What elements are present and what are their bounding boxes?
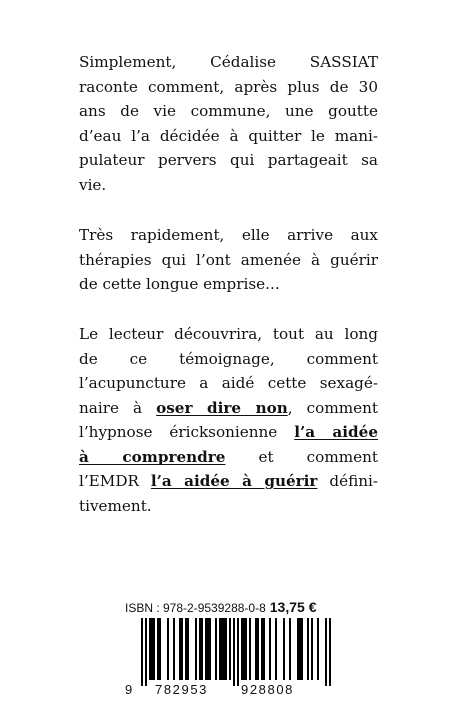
text-line: pulateur pervers qui partageait sa	[79, 151, 378, 169]
text-line	[79, 420, 378, 445]
barcode-bar	[317, 618, 319, 680]
barcode-bar	[275, 618, 277, 680]
text-line: vie.	[79, 175, 107, 194]
text-run: l’hypnose éricksonienne	[79, 423, 295, 441]
paragraph-reader	[79, 322, 378, 518]
barcode-bar	[181, 618, 183, 680]
barcode-bar	[159, 618, 161, 680]
text-line: thérapies qui l’ont amenée à guérir	[79, 250, 378, 269]
paragraph-intro	[79, 50, 378, 197]
barcode-bar	[145, 618, 147, 686]
text-line	[79, 396, 378, 421]
isbn-barcode	[121, 598, 339, 702]
barcode-bar	[215, 618, 217, 680]
text-line: d’eau l’a décidée à quitter le mani-	[79, 126, 378, 145]
barcode-bar	[249, 618, 251, 680]
barcode-bar	[221, 618, 223, 680]
text-run: l’EMDR	[79, 472, 151, 490]
barcode-bar	[245, 618, 247, 680]
barcode-bar	[201, 618, 203, 680]
barcode-bar	[241, 618, 243, 680]
text-run: défini-	[317, 472, 378, 490]
barcode-bar	[269, 618, 271, 680]
barcode-lead-digit: 9	[125, 682, 134, 697]
barcode-bar	[329, 618, 331, 686]
text-line: de cette longue emprise...	[79, 275, 280, 293]
barcode-bar	[243, 618, 245, 680]
text-line: l’acupuncture a aidé cette sexagé-	[79, 374, 378, 392]
emphasis-a-comprendre: à comprendre	[79, 447, 226, 466]
text-line: de ce témoignage, comment	[79, 349, 378, 368]
barcode-bar	[311, 618, 313, 680]
barcode-bar	[325, 618, 327, 686]
text-line	[79, 445, 378, 470]
text-line: raconte comment, après plus de 30	[79, 77, 378, 96]
barcode-bar	[195, 618, 197, 680]
text-line: tivement.	[79, 496, 152, 515]
emphasis-la-aidee-a-guerir: l’a aidée à guérir	[150, 472, 318, 490]
barcode-bar	[149, 618, 151, 680]
barcode-bar	[167, 618, 169, 680]
isbn-label: ISBN : 978-2-9539288-0-8	[125, 601, 266, 615]
barcode-bar	[219, 618, 221, 680]
barcode-bar	[297, 618, 299, 680]
barcode-bar	[151, 618, 153, 680]
emphasis-oser-dire-non: oser dire non	[156, 398, 288, 417]
barcode-bar	[299, 618, 301, 680]
barcode-bar	[225, 618, 227, 680]
barcode-bar	[207, 618, 209, 680]
barcode-bar	[263, 618, 265, 680]
barcode-bar	[173, 618, 175, 680]
text-line: Très rapidement, elle arrive aux	[79, 226, 378, 244]
barcode-bar	[289, 618, 291, 680]
text-line: Le lecteur découvrira, tout au long	[79, 325, 378, 343]
barcode-bar	[261, 618, 263, 680]
barcode-bar	[223, 618, 225, 680]
barcode-bar	[187, 618, 189, 680]
emphasis-la-aidee: l’a aidée	[294, 423, 378, 441]
text-line	[79, 469, 378, 494]
paragraph-therapies	[79, 223, 378, 297]
barcode-bar	[283, 618, 285, 680]
barcode-bar	[153, 618, 155, 680]
barcode-bar	[141, 618, 143, 686]
barcode-right-digits: 928808	[241, 682, 294, 697]
barcode-bar	[185, 618, 187, 680]
barcode-bar	[229, 618, 231, 680]
barcode-bar	[255, 618, 257, 680]
text-run: naire à	[79, 398, 157, 417]
barcode-bar	[307, 618, 309, 680]
barcode-bar	[209, 618, 211, 680]
text-run: , comment	[287, 398, 378, 417]
barcode-bar	[257, 618, 259, 680]
barcode-bar	[237, 618, 239, 686]
text-line: Simplement, Cédalise SASSIAT	[79, 53, 378, 71]
isbn-price-line	[125, 599, 316, 615]
price-label: 13,75 €	[269, 599, 317, 615]
barcode-bar	[179, 618, 181, 680]
barcode-bar	[301, 618, 303, 680]
barcode-bars	[121, 618, 339, 688]
barcode-bar	[205, 618, 207, 680]
barcode-bar	[157, 618, 159, 680]
barcode-bar	[233, 618, 235, 686]
barcode-bar	[199, 618, 201, 680]
text-run: et comment	[225, 447, 378, 466]
text-line: ans de vie commune, une goutte	[79, 102, 378, 120]
barcode-left-digits: 782953	[155, 682, 208, 697]
